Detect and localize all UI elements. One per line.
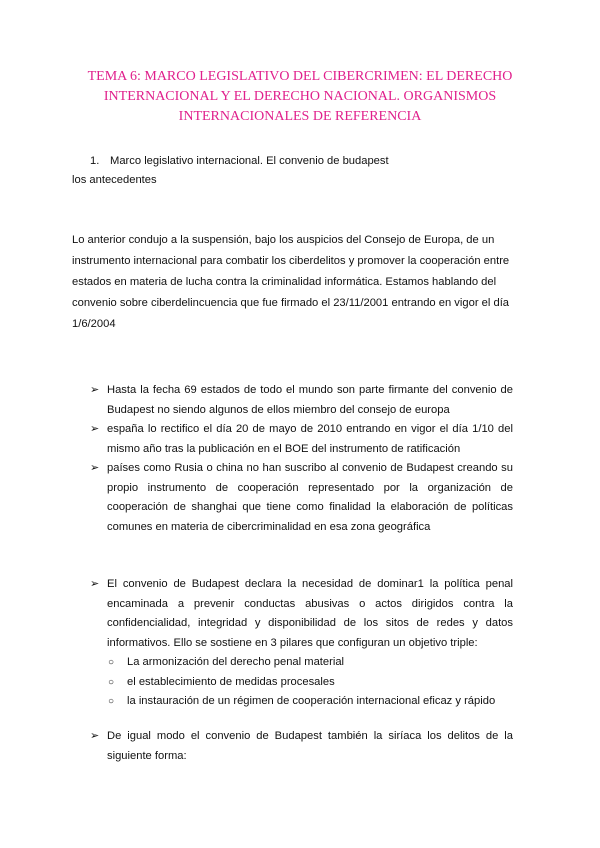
bullet-list-3 <box>90 727 513 766</box>
sub-bullet-text: La armonización del derecho penal material <box>127 656 345 668</box>
arrow-bullet-icon: ➢ <box>90 384 100 396</box>
bullet-list-1 <box>90 381 513 537</box>
arrow-bullet-icon: ➢ <box>90 423 100 435</box>
intro-paragraph <box>72 230 513 335</box>
bullet-text: países como Rusia o china no han suscribo al convenio de Budapest creando su propio instrumento de cooperación representado por la organización de cooperación de shanghai que tiene como finalidad la elaboración de políticas comunes en materia de cibercriminalidad en esa zona geográfica <box>107 462 513 533</box>
section-heading <box>90 155 389 167</box>
bullet-text: El convenio de Budapest declara la necesidad de dominar1 la política penal encaminada a prevenir conductas abusivas o actos dirigidos contra la confidencialidad, integridad y disponibilidad de los sitos de redes y datos informativos. Ello se sostiene en 3 pilares que configuran un objetivo triple: <box>107 578 513 649</box>
title-line-1: TEMA 6: MARCO LEGISLATIVO DEL CIBERCRIMEN: EL DERECHO <box>87 69 513 84</box>
document-title <box>60 67 540 127</box>
circle-bullet-icon: ○ <box>108 657 115 668</box>
list-item <box>90 420 513 459</box>
sub-list-item <box>90 673 513 693</box>
sub-bullet-text: la instauración de un régimen de cooperación internacional eficaz y rápido <box>127 695 496 707</box>
bullet-text: españa lo rectifico el día 20 de mayo de 2010 entrando en vigor el día 1/10 del mismo año tras la publicación en el BOE del instrumento de ratificación <box>107 423 513 455</box>
bullet-text: Hasta la fecha 69 estados de todo el mundo son parte firmante del convenio de Budapest no siendo algunos de ellos miembro del consejo de europa <box>107 384 513 416</box>
bullet-text: De igual modo el convenio de Budapest también la siríaca los delitos de la siguiente forma: <box>107 730 513 762</box>
para-line: instrumento internacional para combatir los ciberdelitos y promover la cooperación entre <box>72 255 510 267</box>
arrow-bullet-icon: ➢ <box>90 462 100 474</box>
title-line-2: INTERNACIONAL Y EL DERECHO NACIONAL. ORGANISMOS <box>103 89 497 104</box>
bullet-list-2 <box>90 575 513 712</box>
para-line: 1/6/2004 <box>72 318 116 330</box>
arrow-bullet-icon: ➢ <box>90 730 100 742</box>
para-line: estados en materia de lucha contra la criminalidad informática. Estamos hablando del <box>72 276 497 288</box>
sub-list-item <box>90 653 513 673</box>
title-line-3: INTERNACIONALES DE REFERENCIA <box>178 109 422 124</box>
arrow-bullet-icon: ➢ <box>90 578 100 590</box>
circle-bullet-icon: ○ <box>108 676 115 688</box>
section-number: 1. <box>90 155 100 167</box>
list-item <box>90 381 513 420</box>
circle-bullet-icon: ○ <box>108 696 115 707</box>
para-line: convenio sobre ciberdelincuencia que fue firmado el 23/11/2001 entrando en vigor el día <box>72 297 510 309</box>
list-item <box>90 459 513 537</box>
sub-list-item <box>90 692 513 712</box>
sub-bullet-text: el establecimiento de medidas procesales <box>127 675 335 688</box>
para-line: Lo anterior condujo a la suspensión, bajo los auspicios del Consejo de Europa, de un <box>72 234 495 246</box>
antecedentes-label: los antecedentes <box>72 174 157 186</box>
list-item <box>90 727 513 766</box>
list-item <box>90 575 513 653</box>
section-title: Marco legislativo internacional. El convenio de budapest <box>110 155 389 167</box>
